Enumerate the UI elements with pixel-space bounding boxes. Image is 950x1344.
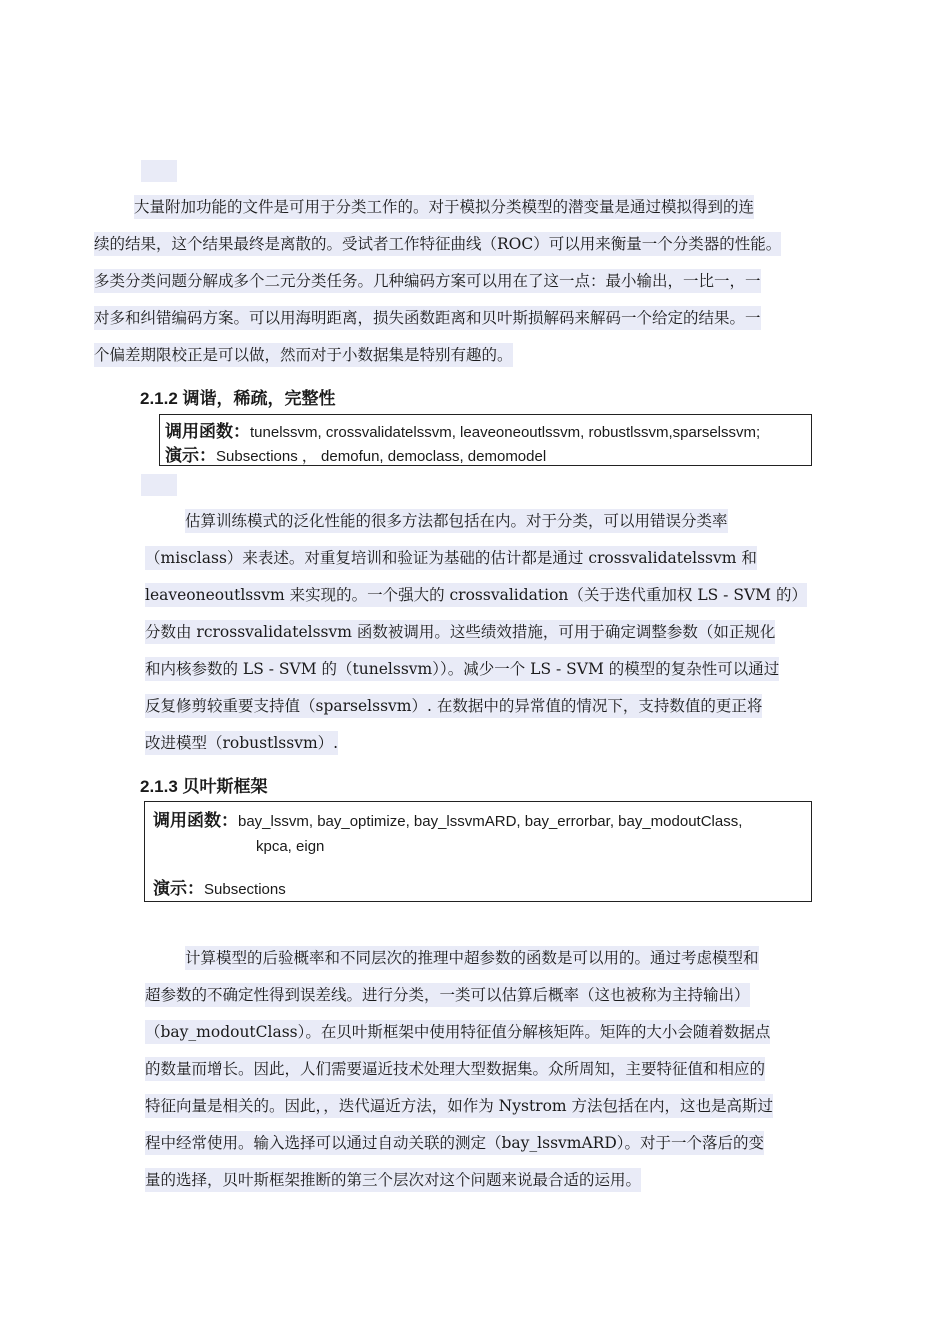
function-box-2-1-3	[144, 801, 812, 902]
demo-row	[153, 874, 286, 899]
paragraph-line: 续的结果，这个结果最终是离散的。受试者工作特征曲线（ROC）可以用来衡量一个分类器的性能。	[94, 232, 781, 256]
empty-highlight-line	[141, 474, 177, 496]
call-functions-row	[153, 806, 742, 831]
section-heading-2-1-3: 2.1.3 贝叶斯框架	[140, 777, 268, 796]
paragraph-line: 特征向量是相关的。因此，，迭代逼近方法，如作为 Nystrom 方法包括在内，这也是高斯过	[145, 1094, 773, 1118]
paragraph-line: 量的选择，贝叶斯框架推断的第三个层次对这个问题来说最合适的运用。	[145, 1168, 641, 1192]
demo-row	[165, 441, 546, 466]
paragraph-line: 分数由 rcrossvalidatelssvm 函数被调用。这些绩效措施，可用于确定调整参数（如正规化	[145, 620, 775, 644]
paragraph-line: （bay_modoutClass）。在贝叶斯框架中使用特征值分解核矩阵。矩阵的大小会随着数据点	[145, 1020, 770, 1044]
call-functions-label: 调用函数：	[153, 811, 238, 830]
demo-label: 演示：	[153, 879, 204, 898]
section-heading-2-1-2: 2.1.2 调谐，稀疏，完整性	[140, 389, 336, 408]
paragraph-line: 个偏差期限校正是可以做，然而对于小数据集是特别有趣的。	[94, 343, 513, 367]
empty-highlight-line	[141, 160, 177, 182]
paragraph-line: leaveoneoutlssvm 来实现的。一个强大的 crossvalidation（关于迭代重加权 LS - SVM 的）	[145, 583, 807, 607]
paragraph-line: 多类分类问题分解成多个二元分类任务。几种编码方案可以用在了这一点：最小输出，一比一，一	[94, 269, 761, 293]
paragraph-line: 改进模型（robustlssvm）.	[145, 731, 338, 755]
paragraph-line: 和内核参数的 LS - SVM 的（tunelssvm））。减少一个 LS - SVM 的模型的复杂性可以通过	[145, 657, 779, 681]
paragraph-line: 估算训练模式的泛化性能的很多方法都包括在内。对于分类，可以用错误分类率	[185, 509, 728, 533]
paragraph-line: 程中经常使用。输入选择可以通过自动关联的测定（bay_lssvmARD）。对于一个落后的变	[145, 1131, 764, 1155]
paragraph-line: 计算模型的后验概率和不同层次的推理中超参数的函数是可以用的。通过考虑模型和	[185, 946, 759, 970]
call-functions-value: bay_lssvm, bay_optimize, bay_lssvmARD, bay_errorbar, bay_modoutClass,	[238, 813, 743, 830]
call-functions-label: 调用函数：	[165, 422, 250, 441]
paragraph-line: 对多和纠错编码方案。可以用海明距离，损失函数距离和贝叶斯损解码来解码一个给定的结果。一	[94, 306, 761, 330]
paragraph-line: 的数量而增长。因此，人们需要逼近技术处理大型数据集。众所周知，主要特征值和相应的	[145, 1057, 765, 1081]
paragraph-line: 超参数的不确定性得到误差线。进行分类，一类可以估算后概率（这也被称为主持输出）	[145, 983, 750, 1007]
demo-label: 演示：	[165, 446, 216, 465]
paragraph-line: （misclass）来表述。对重复培训和验证为基础的估计都是通过 crossvalidatelssvm 和	[145, 546, 757, 570]
demo-value: Subsections ， demofun, democlass, demomodel	[216, 448, 547, 465]
paragraph-line: 反复修剪较重要支持值（sparselssvm）. 在数据中的异常值的情况下，支持数值的更正将	[145, 694, 762, 718]
demo-value: Subsections	[204, 881, 286, 898]
call-functions-row	[165, 417, 760, 442]
paragraph-line: 大量附加功能的文件是可用于分类工作的。对于模拟分类模型的潜变量是通过模拟得到的连	[134, 195, 754, 219]
call-functions-continuation: kpca, eign	[256, 838, 325, 855]
call-functions-value: tunelssvm, crossvalidatelssvm, leaveoneoutlssvm, robustlssvm,sparselssvm;	[250, 424, 761, 441]
function-box-2-1-2	[159, 414, 812, 466]
